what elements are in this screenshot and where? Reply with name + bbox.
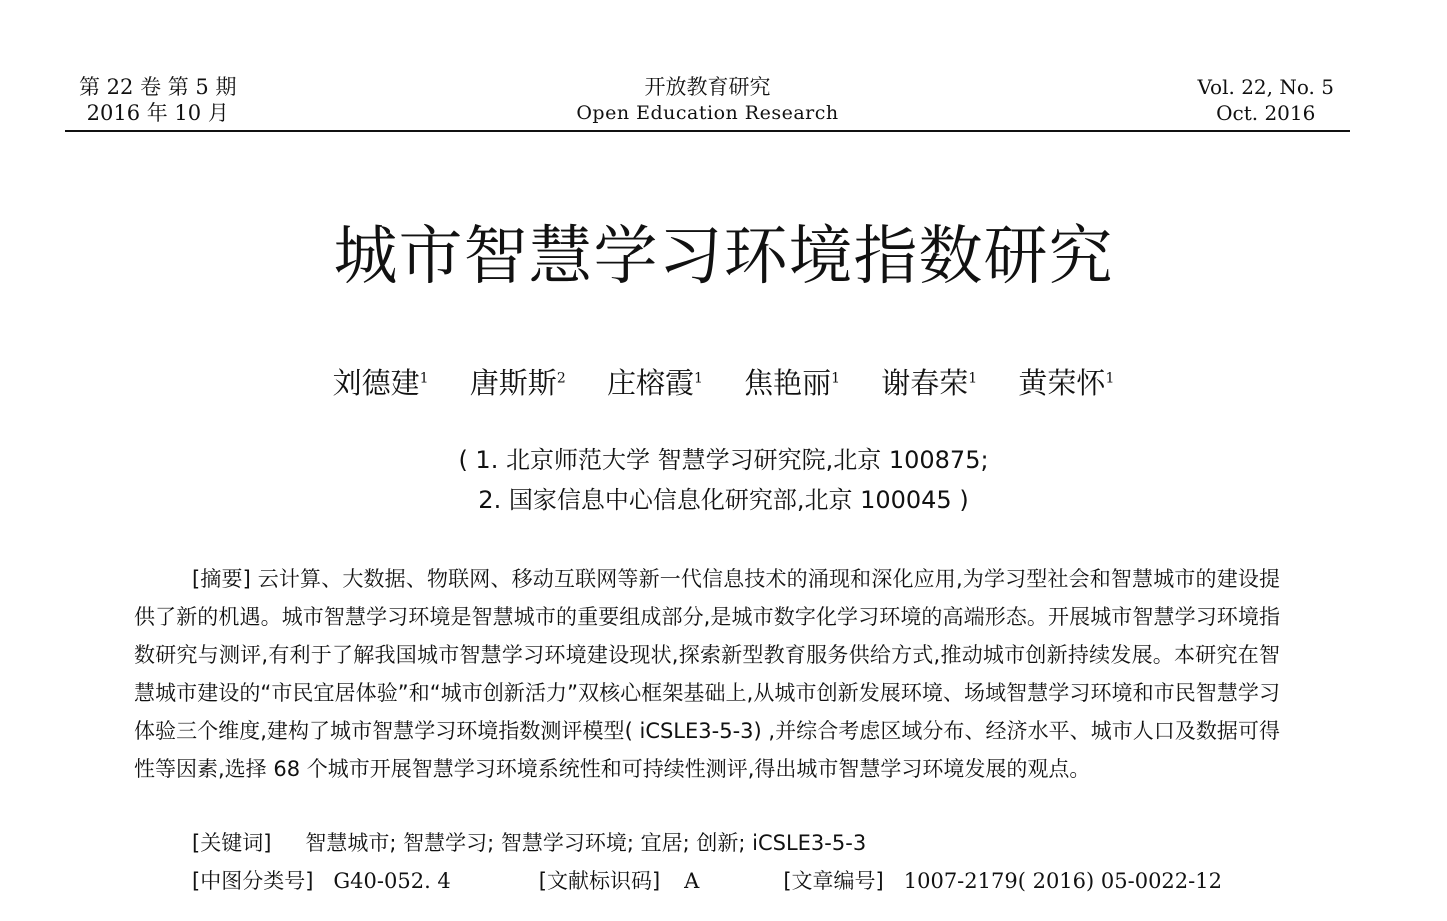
author-name: 黄荣怀 <box>1018 365 1106 400</box>
journal-name-cn: 开放教育研究 <box>644 75 771 99</box>
keywords-value: 智慧城市; 智慧学习; 智慧学习环境; 宜居; 创新; iCSLE3-5-3 <box>305 831 867 855</box>
classification-line <box>192 864 1222 898</box>
author <box>333 366 429 400</box>
author-name: 焦艳丽 <box>744 365 832 400</box>
author-name: 谢春荣 <box>881 365 969 400</box>
author <box>470 366 566 400</box>
affiliation-line-2: 2. 国家信息中心信息化研究部,北京 100045 ) <box>478 486 969 514</box>
abstract-label: [摘要] <box>192 567 251 591</box>
journal-header <box>65 72 1350 132</box>
issue-date-en-line: Oct. 2016 <box>1216 101 1316 125</box>
clc-value: G40-052. 4 <box>333 869 451 893</box>
author-name: 唐斯斯 <box>469 365 557 400</box>
author <box>881 366 977 400</box>
abstract-text: 云计算、大数据、物联网、移动互联网等新一代信息技术的涌现和深化应用,为学习型社会和智慧城市的建设提供了新的机遇。城市智慧学习环境是智慧城市的重要组成部分,是城市数字化学习环境的高端形态。开展城市智慧学习环境指数研究与测评,有利于了解我国城市智慧学习环境建设现状,探索新型教育服务供给方式,推动城市创新持续发展。本研究在智慧城市建设的“市民宜居体验”和“城市创新活力”双核心框架基础上,从城市创新发展环境、场域智慧学习环境和市民智慧学习体验三个维度,建构了城市智慧学习环境指数测评模型( iCSLE3-5-3) ,并综合考虑区域分布、经济水平、城市人口及数据可得性等因素,选择 68 个城市开展智慧学习环境系统性和可持续性测评,得出城市智慧学习环境发展的观点。 <box>134 567 1281 781</box>
article-number-label: [文章编号] <box>783 869 884 893</box>
volume-issue-en <box>1197 74 1334 126</box>
article-number-value: 1007-2179( 2016) 05-0022-12 <box>903 869 1222 893</box>
volume-issue-line: 第 22 卷 第 5 期 <box>79 75 237 99</box>
volume-issue-en-line: Vol. 22, No. 5 <box>1197 75 1334 99</box>
journal-name <box>65 74 1350 126</box>
affiliations <box>0 440 1447 520</box>
author <box>1018 366 1114 400</box>
abstract <box>134 560 1280 788</box>
author-affiliation-mark: 1 <box>419 370 429 386</box>
author-name: 庄榕霞 <box>606 365 694 400</box>
paper-title: 城市智慧学习环境指数研究 <box>333 220 1114 294</box>
author-affiliation-mark: 1 <box>968 370 978 386</box>
doc-code-value: A <box>684 869 700 893</box>
journal-name-en: Open Education Research <box>576 102 839 124</box>
keywords <box>192 826 866 860</box>
author-affiliation-mark: 1 <box>693 370 703 386</box>
author-affiliation-mark: 1 <box>831 370 841 386</box>
author-list <box>0 356 1447 405</box>
author-name: 刘德建 <box>332 365 420 400</box>
issue-date-line: 2016 年 10 月 <box>86 101 229 125</box>
clc-label: [中图分类号] <box>192 869 314 893</box>
author-affiliation-mark: 1 <box>1105 370 1115 386</box>
author <box>607 366 703 400</box>
doc-code-label: [文献标识码] <box>538 869 661 893</box>
affiliation-line-1: ( 1. 北京师范大学 智慧学习研究院,北京 100875; <box>458 446 989 474</box>
keywords-label: [关键词] <box>192 831 272 855</box>
author-affiliation-mark: 2 <box>556 370 566 386</box>
author <box>744 366 840 400</box>
